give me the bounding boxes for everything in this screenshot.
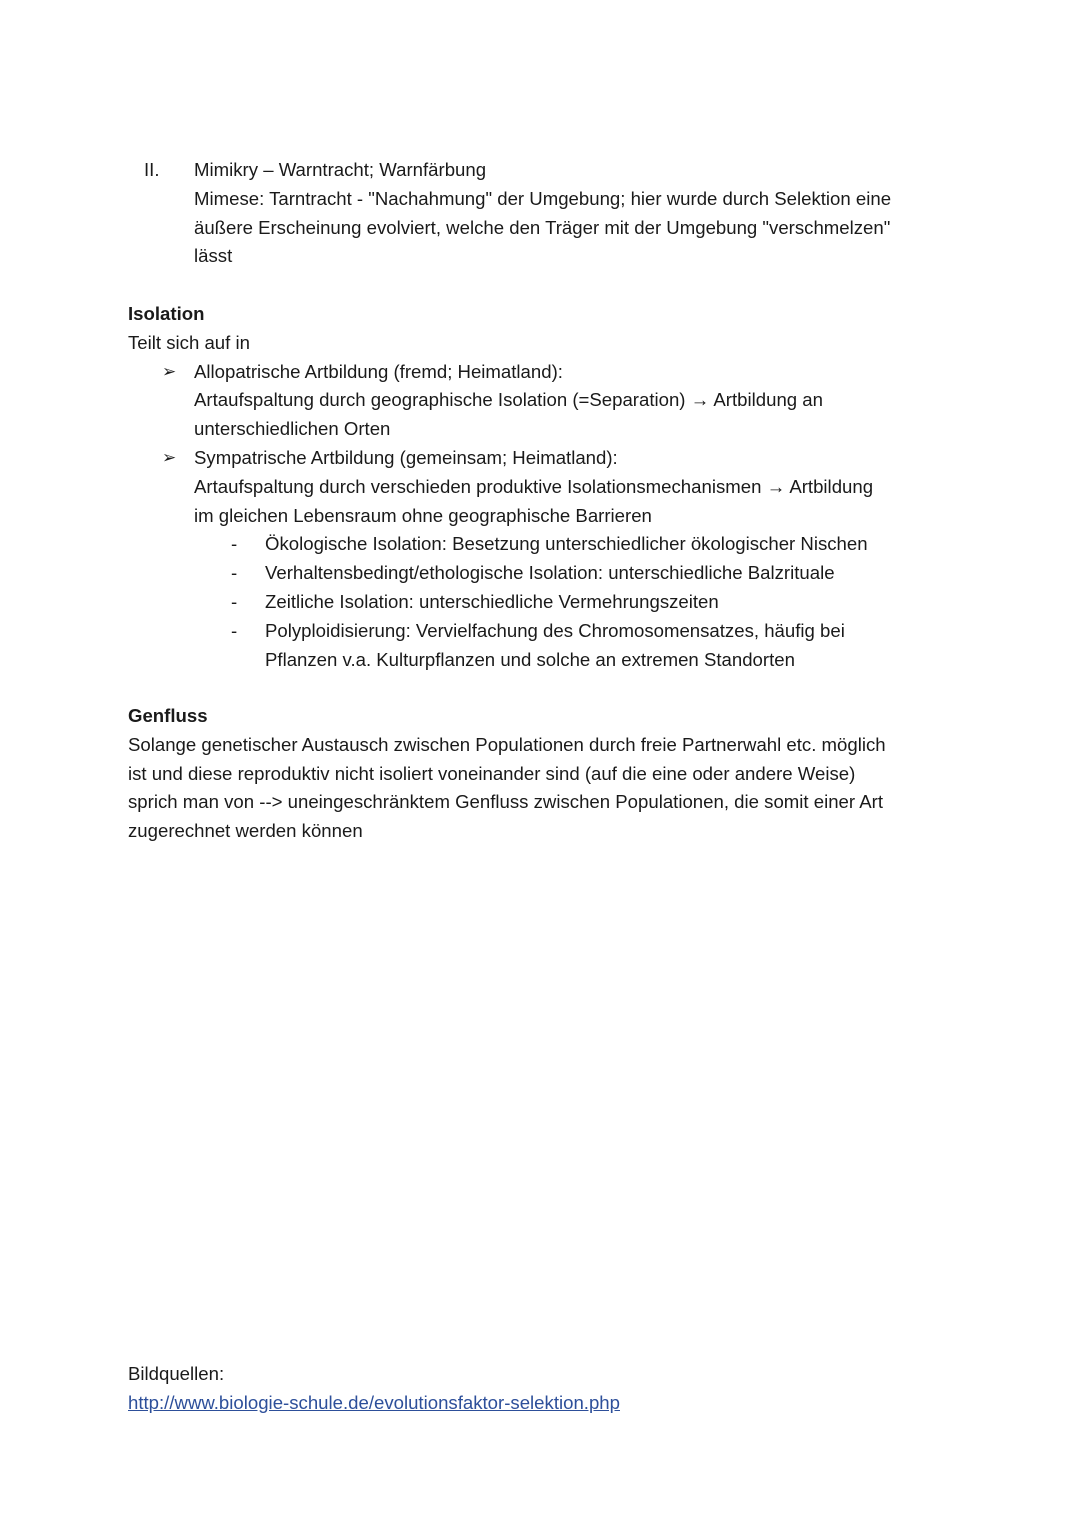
section-ii-line: äußere Erscheinung evolviert, welche den Träger mit der Umgebung "verschmelzen"	[194, 216, 891, 238]
section-ii	[128, 156, 958, 271]
mechanism-text: Polyploidisierung: Vervielfachung des Chromosomensatzes, häufig bei	[265, 619, 845, 641]
allopatric-line: unterschiedlichen Orten	[194, 418, 391, 440]
genfluss-line: zugerechnet werden können	[128, 820, 363, 842]
genfluss-line: Solange genetischer Austausch zwischen Populationen durch freie Partnerwahl etc. möglich	[128, 733, 886, 755]
isolation-heading: Isolation	[128, 303, 205, 324]
mechanism-list	[194, 530, 958, 674]
genfluss-heading: Genfluss	[128, 705, 208, 726]
mechanism-item	[194, 530, 958, 559]
isolation-section	[128, 300, 958, 674]
source-link[interactable]: http://www.biologie-schule.de/evolutionsfaktor-selektion.php	[128, 1391, 620, 1413]
allopatric-line: Artaufspaltung durch geographische Isolation (=Separation) → Artbildung an	[194, 389, 823, 411]
mechanism-text: Zeitliche Isolation: unterschiedliche Vermehrungszeiten	[265, 590, 719, 612]
sympatric-title: Sympatrische Artbildung (gemeinsam; Heimatland):	[194, 446, 618, 468]
roman-numeral: II.	[144, 159, 160, 180]
sympatric-line: Artaufspaltung durch verschieden produktive Isolationsmechanismen → Artbildung	[194, 475, 874, 497]
sources-label: Bildquellen:	[128, 1363, 225, 1384]
section-ii-line: Mimese: Tarntracht - "Nachahmung" der Umgebung; hier wurde durch Selektion eine	[194, 187, 892, 209]
mechanism-text: Pflanzen v.a. Kulturpflanzen und solche an extremen Standorten	[265, 648, 795, 670]
dash-bullet: -	[231, 619, 238, 641]
genfluss-line: sprich man von --> uneingeschränktem Genfluss zwischen Populationen, die somit einer Art	[128, 791, 883, 813]
isolation-intro: Teilt sich auf in	[128, 331, 250, 353]
allopatric-title: Allopatrische Artbildung (fremd; Heimatland):	[194, 360, 563, 382]
mechanism-text: Ökologische Isolation: Besetzung unterschiedlicher ökologischer Nischen	[265, 533, 868, 555]
section-ii-line: Mimikry – Warntracht; Warnfärbung	[194, 159, 487, 180]
sympatric-line: im gleichen Lebensraum ohne geographische Barrieren	[194, 504, 652, 526]
mechanism-text: Verhaltensbedingt/ethologische Isolation: unterschiedliche Balzrituale	[265, 562, 835, 584]
dash-bullet: -	[231, 590, 238, 612]
section-ii-line: lässt	[194, 245, 233, 267]
section-ii-body	[194, 156, 958, 271]
genfluss-section	[128, 702, 958, 846]
sources-section	[128, 1360, 958, 1418]
sympatric-item	[128, 444, 958, 530]
genfluss-line: ist und diese reproduktiv nicht isoliert voneinander sind (auf die eine oder andere Weise)	[128, 762, 856, 784]
arrow-bullet-icon: ➢	[162, 361, 177, 381]
mechanism-item	[194, 559, 958, 588]
arrow-bullet-icon: ➢	[162, 447, 177, 467]
allopatric-item	[128, 358, 958, 444]
mechanism-item	[194, 617, 958, 675]
mechanism-item	[194, 588, 958, 617]
dash-bullet: -	[231, 533, 238, 555]
dash-bullet: -	[231, 562, 238, 584]
